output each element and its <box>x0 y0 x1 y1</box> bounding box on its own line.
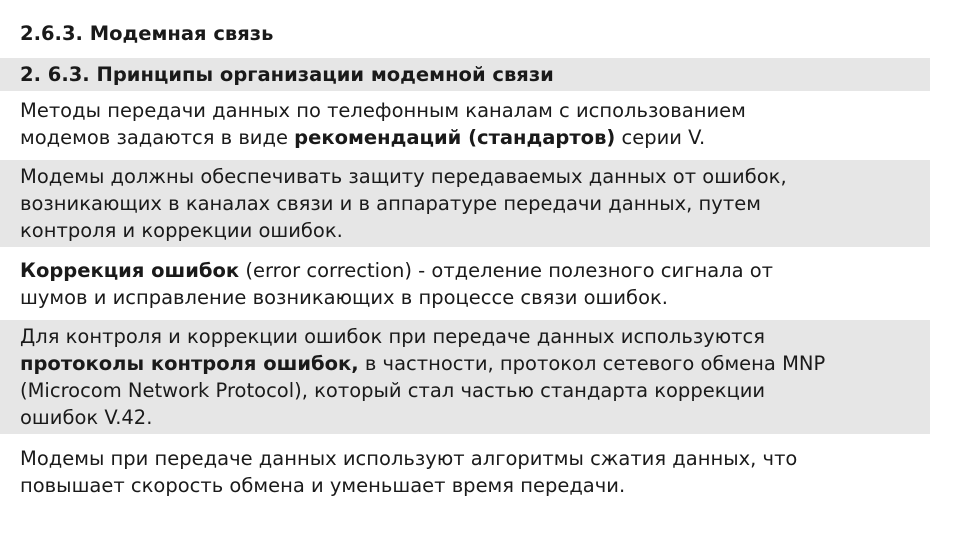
paragraph-error-correction: Коррекция ошибок (error correction) - отделение полезного сигнала от шумов и исправление возникающих в процессе связи ошибок. <box>20 259 774 309</box>
slide-subheading: 2. 6.3. Принципы организации модемной связи <box>0 58 930 91</box>
paragraph-compression: Модемы при передаче данных используют алгоритмы сжатия данных, что повышает скорость обмена и уменьшает время передачи. <box>20 447 798 497</box>
slide-heading: 2.6.3. Модемная связь <box>20 22 274 45</box>
paragraph-standards: Методы передачи данных по телефонным каналам с использованием модемов задаются в виде рекомендаций (стандартов) серии V. <box>20 99 746 149</box>
paragraph-error-protection: Модемы должны обеспечивать защиту передаваемых данных от ошибок, возникающих в каналах связи и в аппаратуре передачи данных, путем контроля и коррекции ошибок. <box>0 160 930 247</box>
paragraph-error-protocols: Для контроля и коррекции ошибок при передаче данных используются протоколы контроля ошибок, в частности, протокол сетевого обмена MNP (Microcom Network Protocol), который стал частью стандарта коррекции ошибок V.42. <box>0 320 930 434</box>
